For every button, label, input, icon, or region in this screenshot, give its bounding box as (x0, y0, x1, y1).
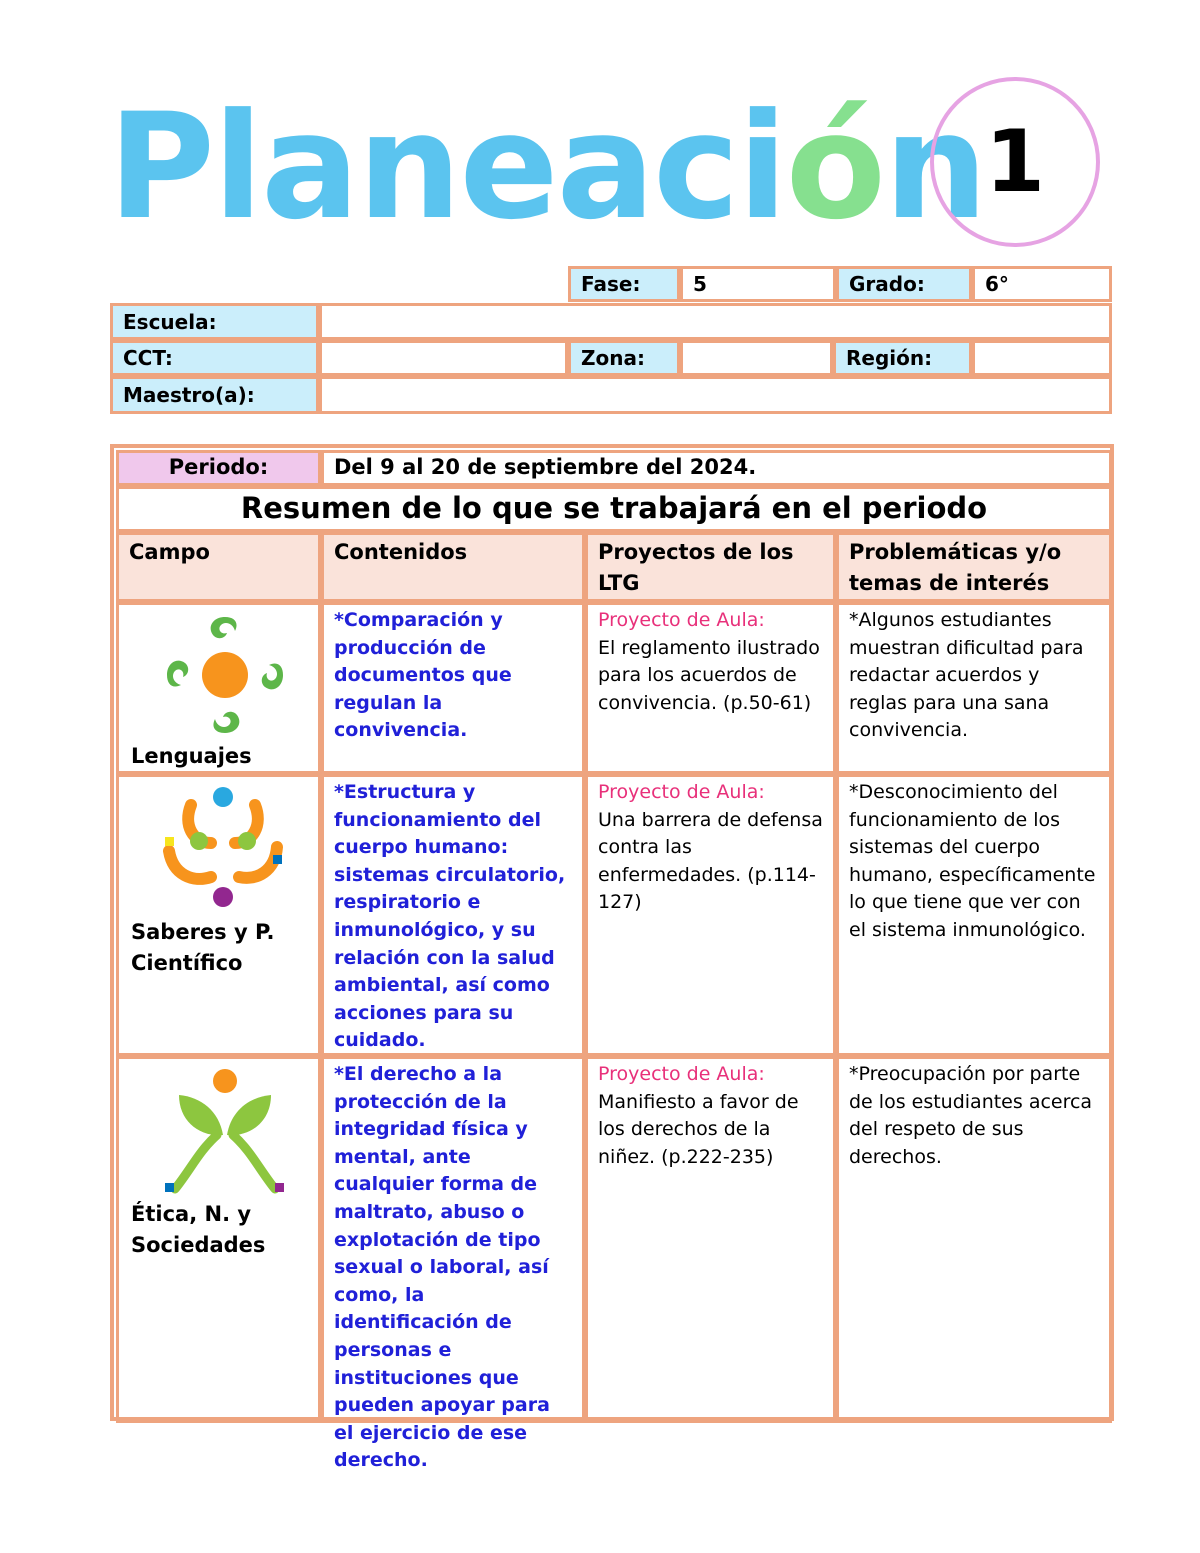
escuela-field[interactable] (319, 303, 1112, 340)
header-contenidos: Contenidos (321, 532, 585, 602)
header-problematicas: Problemáticas y/o temas de interés (836, 532, 1112, 602)
cct-label: CCT: (110, 340, 319, 376)
summary-table (110, 444, 1114, 1472)
fase-label: Fase: (568, 266, 680, 302)
contenidos-cell: *Comparación y producción de documentos que regulan la convivencia. (321, 602, 585, 774)
campo-cell-etica (116, 1056, 321, 1423)
title-end-letter: n (883, 82, 986, 252)
proyecto-label: Proyecto de Aula: (598, 781, 765, 803)
problematica-cell: *Algunos estudiantes muestran dificultad para redactar acuerdos y reglas para una sana convivencia. (836, 602, 1112, 774)
page-title (108, 82, 986, 252)
problematica-cell: *Preocupación por parte de los estudiantes acerca del respeto de sus derechos. (836, 1056, 1112, 1423)
maestro-field[interactable] (319, 376, 1112, 414)
periodo-value[interactable]: Del 9 al 20 de septiembre del 2024. (321, 450, 1112, 486)
escuela-label: Escuela: (110, 303, 319, 340)
contenidos-cell: *Estructura y funcionamiento del cuerpo humano: sistemas circulatorio, respiratorio e inmunológico, y su relación con la salud ambiental, así como acciones para su cuidado. (321, 774, 585, 1056)
proyecto-cell (585, 1056, 836, 1423)
title-accent-letter: ó (785, 82, 884, 252)
saberes-icon (159, 785, 289, 909)
cct-field[interactable] (319, 340, 568, 376)
proyecto-cell (585, 602, 836, 774)
campo-name: Ética, N. y Sociedades (131, 1202, 266, 1257)
zona-label: Zona: (568, 340, 680, 376)
plan-number: 1 (985, 112, 1045, 212)
maestro-label: Maestro(a): (110, 376, 319, 414)
lenguajes-icon (161, 613, 289, 735)
campo-name: Saberes y P. Científico (131, 920, 275, 975)
title-block (108, 70, 1118, 260)
proyecto-text: El reglamento ilustrado para los acuerdos de convivencia. (p.50-61) (598, 636, 820, 714)
contenidos-cell: *El derecho a la protección de la integridad física y mental, ante cualquier forma de maltrato, abuso o explotación de tipo sexual o laboral, así como, la identificación de personas e instituciones que pueden apoyar para el ejercicio de ese derecho. (321, 1056, 585, 1423)
grado-value[interactable]: 6° (972, 266, 1112, 302)
campo-name: Lenguajes (131, 744, 252, 768)
title-text: Planeaci (108, 82, 786, 252)
proyecto-label: Proyecto de Aula: (598, 609, 765, 631)
proyecto-label: Proyecto de Aula: (598, 1063, 765, 1085)
header-campo: Campo (116, 532, 321, 602)
problematica-cell: *Desconocimiento del funcionamiento de los sistemas del cuerpo humano, específicamente lo que tiene que ver con el sistema inmunológico. (836, 774, 1112, 1056)
summary-title: Resumen de lo que se trabajará en el periodo (116, 486, 1112, 532)
proyecto-text: Manifiesto a favor de los derechos de la niñez. (p.222-235) (598, 1090, 799, 1168)
zona-field[interactable] (680, 340, 833, 376)
grado-label: Grado: (836, 266, 972, 302)
header-proyectos: Proyectos de los LTG (585, 532, 836, 602)
plan-number-badge (930, 77, 1100, 247)
campo-cell-saberes (116, 774, 321, 1056)
etica-icon (159, 1065, 289, 1195)
fase-value[interactable]: 5 (680, 266, 836, 302)
periodo-label: Periodo: (116, 450, 321, 486)
proyecto-cell (585, 774, 836, 1056)
region-field[interactable] (972, 340, 1112, 376)
region-label: Región: (833, 340, 972, 376)
campo-cell-lenguajes (116, 602, 321, 774)
proyecto-text: Una barrera de defensa contra las enfermedades. (p.114-127) (598, 808, 823, 914)
